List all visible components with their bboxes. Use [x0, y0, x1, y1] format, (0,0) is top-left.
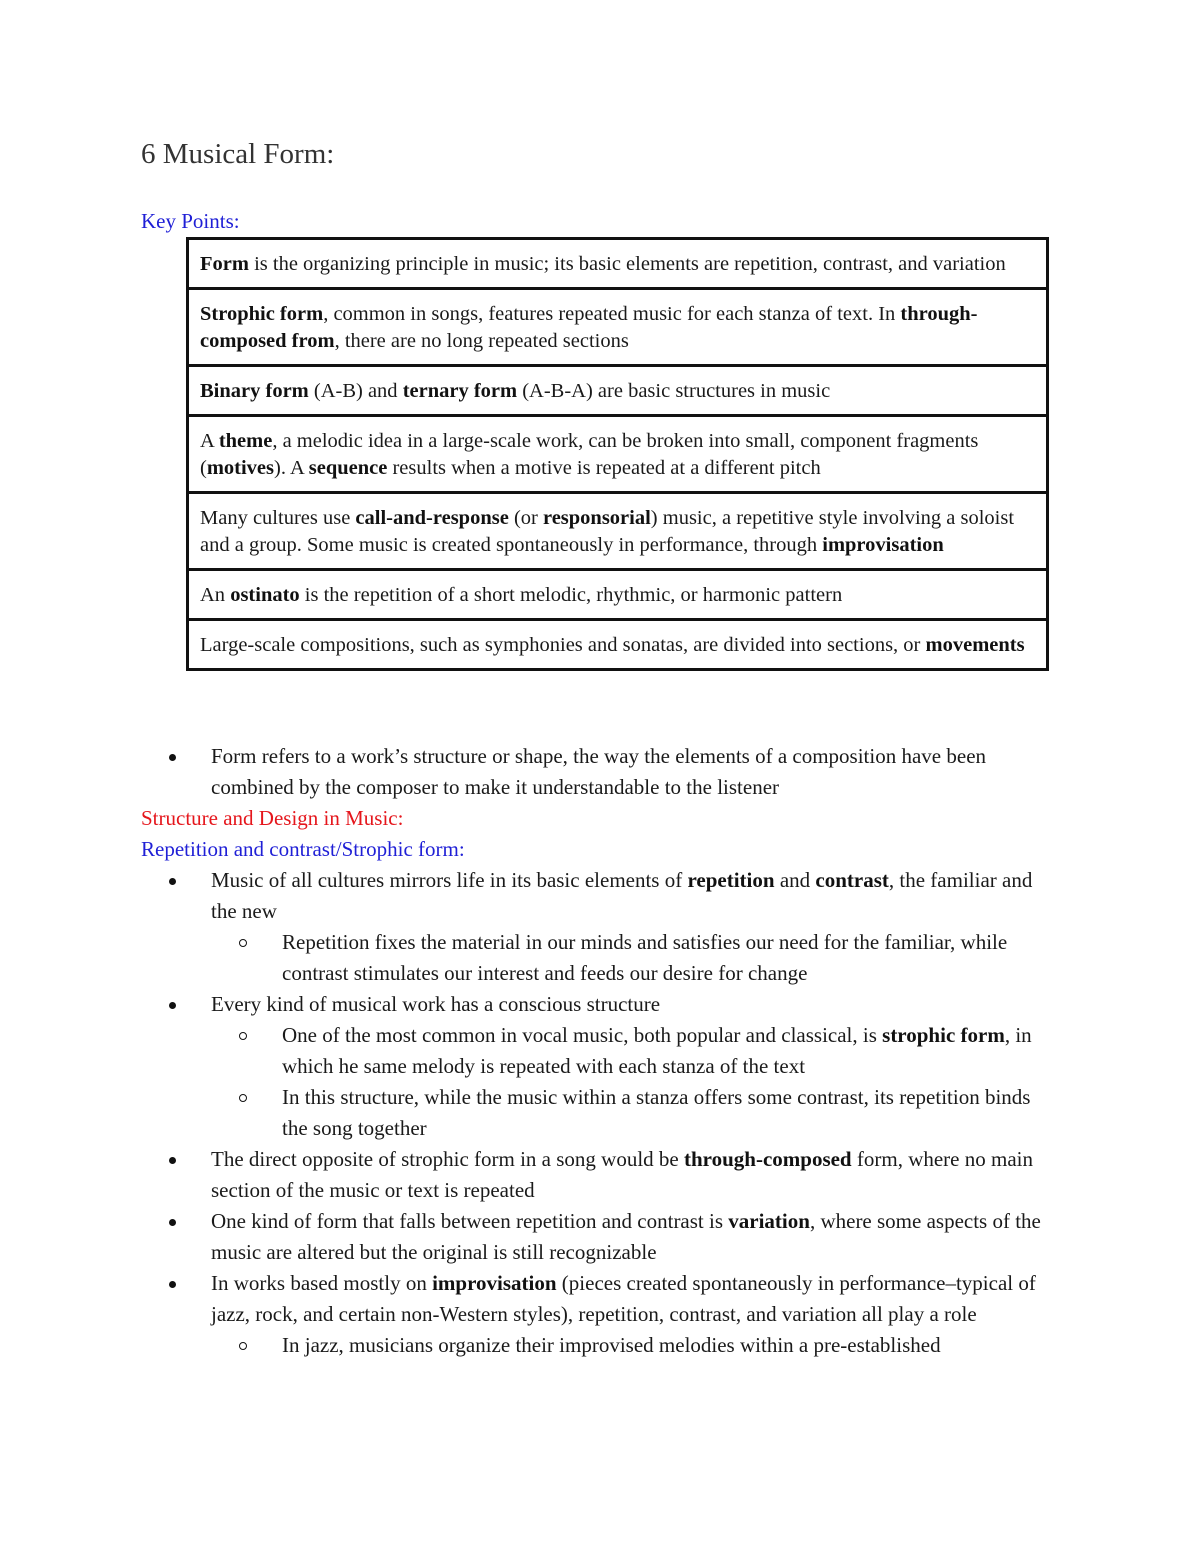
- key-point-cell: Large-scale compositions, such as symphonies and sonatas, are divided into sections, or movements: [188, 620, 1048, 670]
- table-row: [188, 620, 1048, 670]
- sub-bullet-icon: [239, 939, 247, 947]
- list-item-text: The direct opposite of strophic form in a song would be through-composed form, where no main section of the music or text is repeated: [211, 1147, 1033, 1202]
- subsection-heading: Repetition and contrast/Strophic form:: [141, 837, 465, 861]
- list-item-text: In works based mostly on improvisation (pieces created spontaneously in performance–typical of jazz, rock, and certain non-Western styles), repetition, contrast, and variation all play a role: [211, 1271, 1036, 1326]
- list-item: [141, 989, 1061, 1020]
- key-point-cell: Many cultures use call-and-response (or responsorial) music, a repetitive style involving a soloist and a group. Some music is created spontaneously in performance, through improvisation: [188, 493, 1048, 570]
- table-row: [188, 289, 1048, 366]
- list-item: [141, 865, 1061, 927]
- bullet-icon: [169, 1219, 176, 1226]
- sub-bullet-icon: [239, 1032, 247, 1040]
- key-point-cell: A theme, a melodic idea in a large-scale work, can be broken into small, component fragments (motives). A sequence results when a motive is repeated at a different pitch: [188, 416, 1048, 493]
- bullet-icon: [169, 1281, 176, 1288]
- key-point-cell: An ostinato is the repetition of a short melodic, rhythmic, or harmonic pattern: [188, 570, 1048, 620]
- list-item-text: Repetition fixes the material in our minds and satisfies our need for the familiar, while contrast stimulates our interest and feeds our desire for change: [282, 930, 1008, 985]
- key-points-heading: Key Points:: [141, 209, 240, 233]
- page-title: 6 Musical Form:: [141, 138, 335, 170]
- table-row: [188, 239, 1048, 289]
- intro-list: [141, 741, 1061, 803]
- key-points-table: [186, 237, 1049, 671]
- key-point-cell: Form is the organizing principle in music; its basic elements are repetition, contrast, and variation: [188, 239, 1048, 289]
- bullet-icon: [169, 754, 176, 761]
- list-item: [141, 1020, 1061, 1082]
- list-item-text: In this structure, while the music within a stanza offers some contrast, its repetition binds the song together: [282, 1085, 1031, 1140]
- list-item: [141, 1144, 1061, 1206]
- table-row: [188, 416, 1048, 493]
- table-row: [188, 570, 1048, 620]
- list-item: [141, 927, 1061, 989]
- table-row: [188, 493, 1048, 570]
- list-item: [141, 1082, 1061, 1144]
- notes-body: [141, 741, 1061, 1361]
- bullet-icon: [169, 1157, 176, 1164]
- list-item-text: In jazz, musicians organize their improvised melodies within a pre-established: [282, 1333, 941, 1357]
- key-point-cell: Strophic form, common in songs, features repeated music for each stanza of text. In through-composed from, there are no long repeated sections: [188, 289, 1048, 366]
- list-item: [141, 741, 1061, 803]
- list-item: [141, 1268, 1061, 1330]
- sub-bullet-icon: [239, 1342, 247, 1350]
- sub-bullet-icon: [239, 1094, 247, 1102]
- bullet-icon: [169, 878, 176, 885]
- table-row: [188, 366, 1048, 416]
- section-heading: Structure and Design in Music:: [141, 806, 404, 830]
- key-point-cell: Binary form (A-B) and ternary form (A-B-A) are basic structures in music: [188, 366, 1048, 416]
- list-item: [141, 1206, 1061, 1268]
- list-item-text: One of the most common in vocal music, both popular and classical, is strophic form, in which he same melody is repeated with each stanza of the text: [282, 1023, 1032, 1078]
- list-item-text: One kind of form that falls between repetition and contrast is variation, where some aspects of the music are altered but the original is still recognizable: [211, 1209, 1041, 1264]
- list-item: [141, 1330, 1061, 1361]
- list-item-text: Form refers to a work’s structure or shape, the way the elements of a composition have been combined by the composer to make it understandable to the listener: [211, 744, 987, 799]
- bullet-list: [141, 865, 1061, 1361]
- list-item-text: Music of all cultures mirrors life in its basic elements of repetition and contrast, the familiar and the new: [211, 868, 1033, 923]
- bullet-icon: [169, 1002, 176, 1009]
- list-item-text: Every kind of musical work has a conscious structure: [211, 992, 661, 1016]
